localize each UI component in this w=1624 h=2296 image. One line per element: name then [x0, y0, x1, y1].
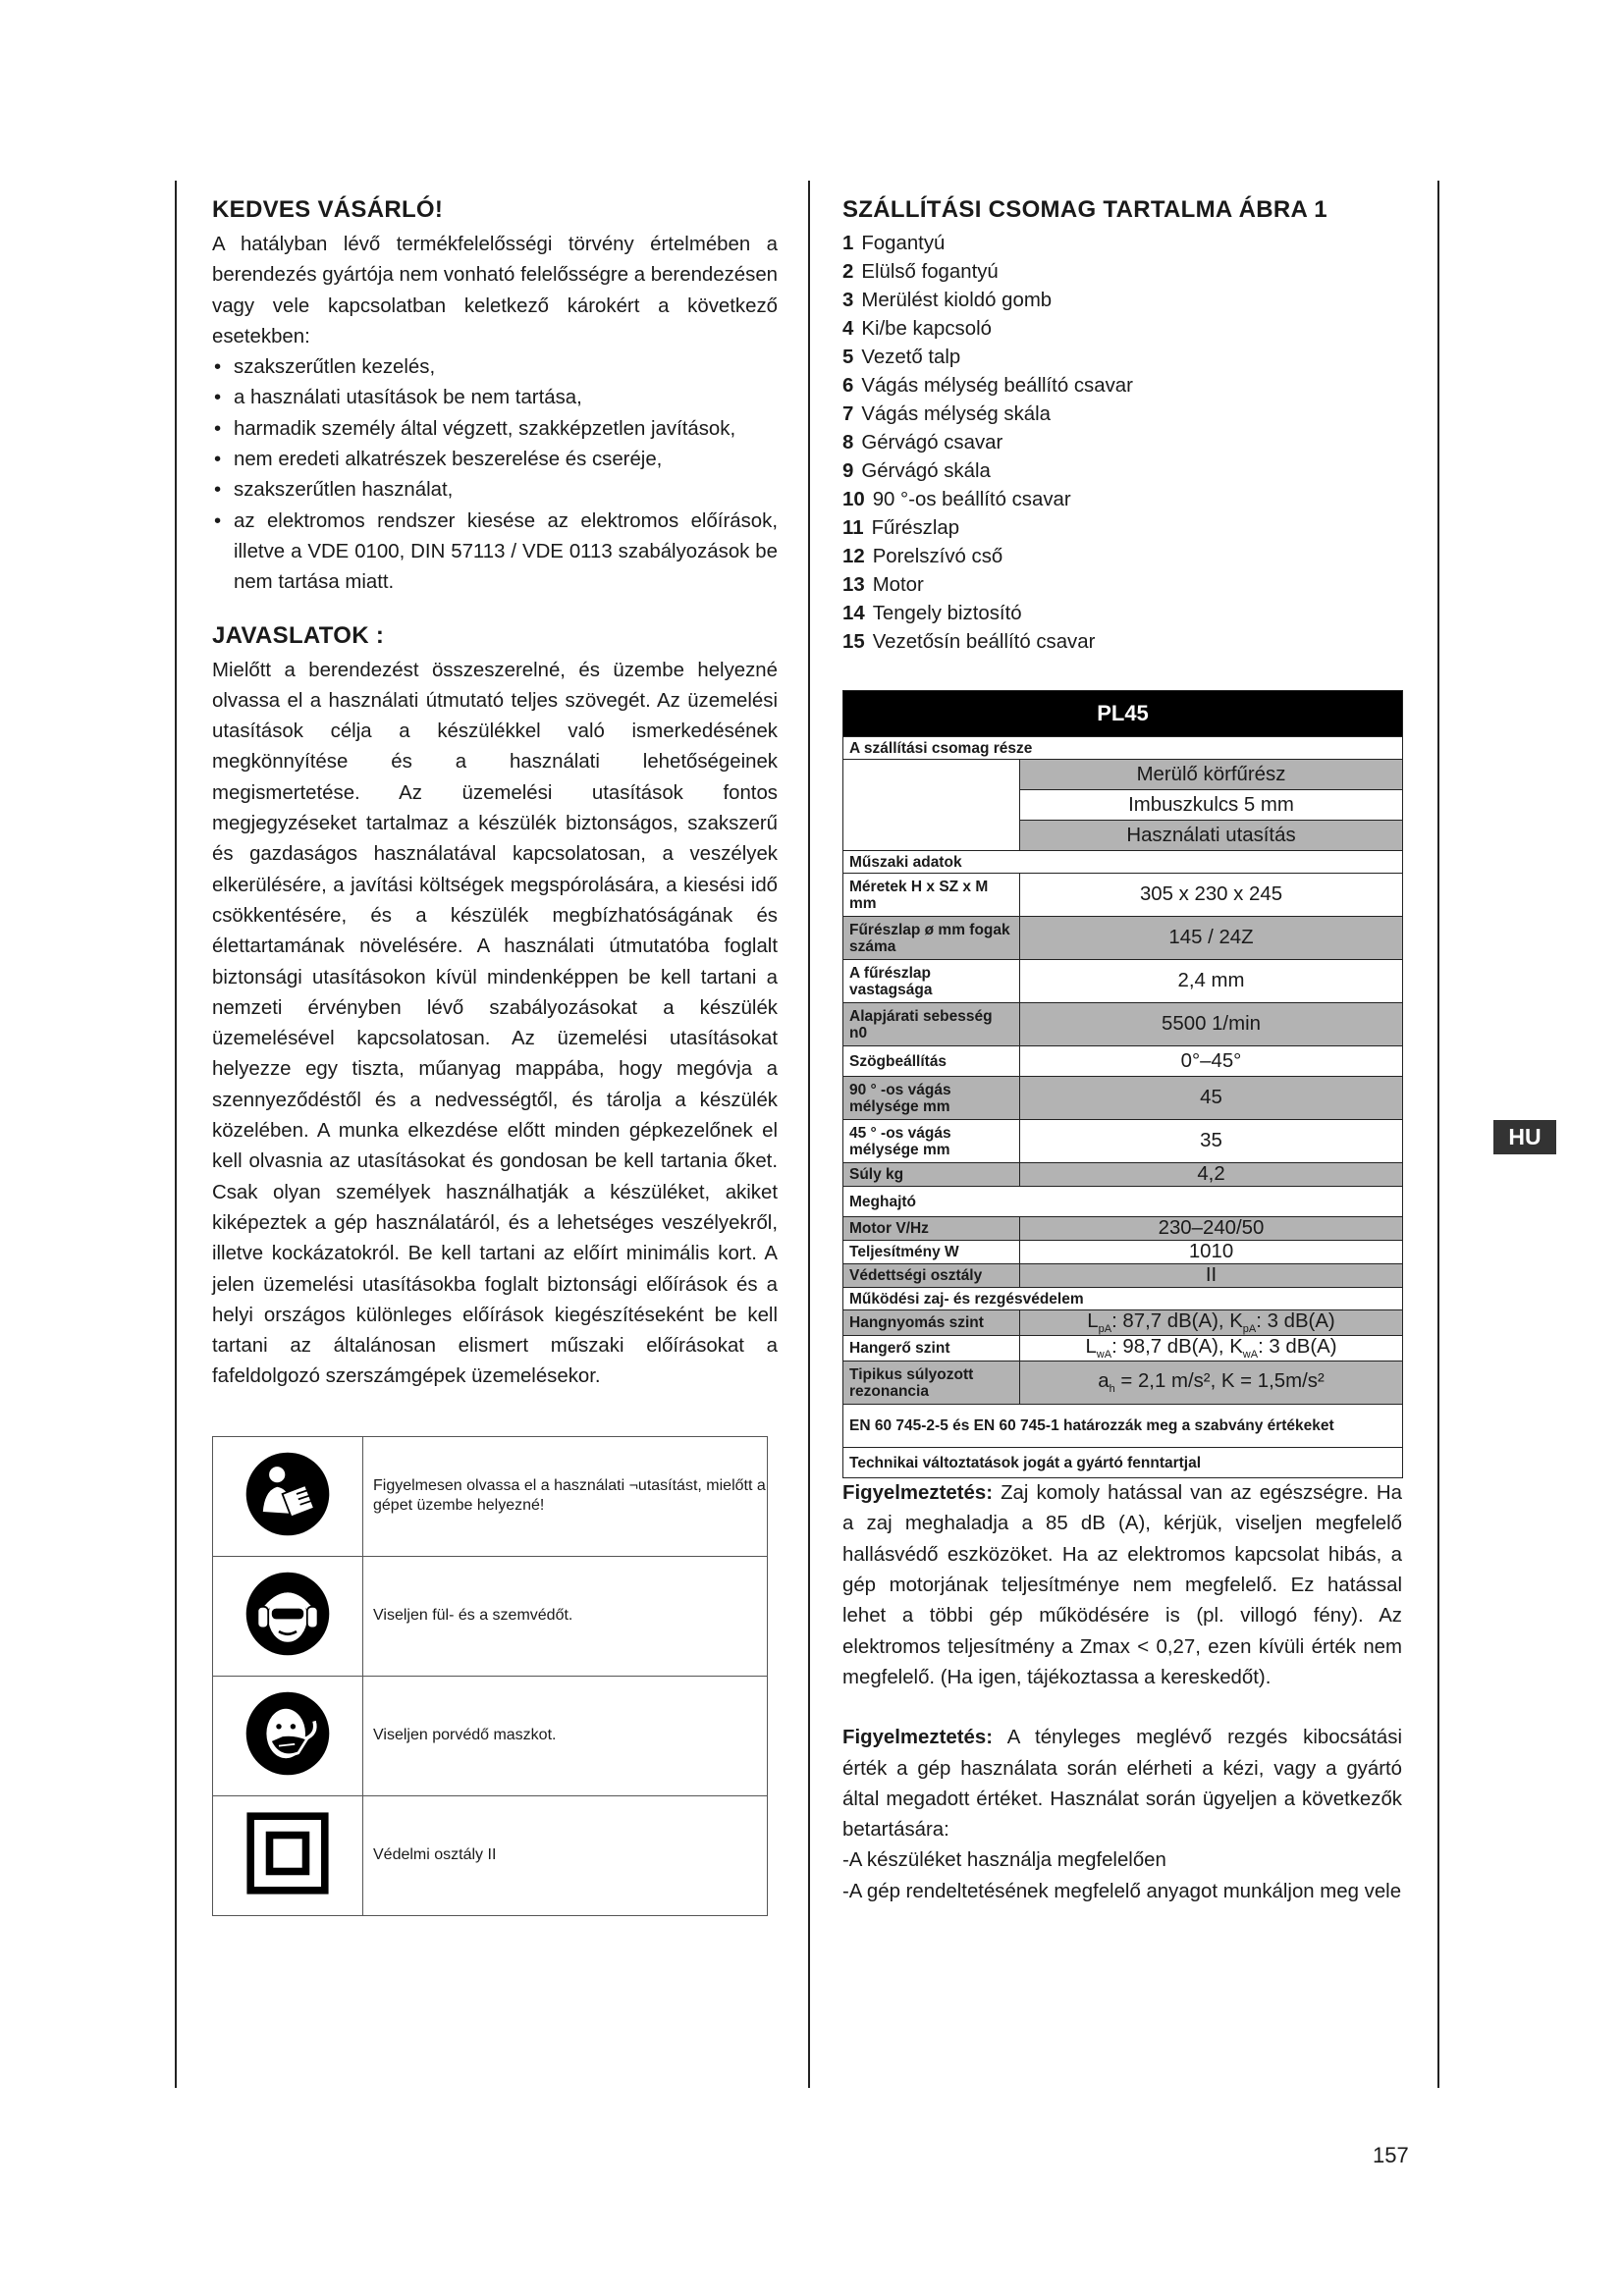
right-margin-line	[1437, 181, 1439, 2088]
read-manual-icon	[244, 1450, 332, 1538]
safety-icon-cell	[213, 1795, 363, 1915]
spec-value: 1010	[1020, 1241, 1403, 1264]
table-row	[843, 917, 1403, 960]
left-column	[212, 196, 778, 1916]
safety-icon-cell	[213, 1436, 363, 1556]
warning-label: Figyelmeztetés:	[842, 1727, 993, 1749]
spec-label: Teljesítmény W	[843, 1241, 1020, 1264]
table-row	[843, 1120, 1403, 1163]
noise-header: Működési zaj- és rezgésvédelem	[843, 1288, 1403, 1310]
page-number: 157	[1373, 2143, 1409, 2167]
part-name: Gérvágó csavar	[861, 432, 1003, 454]
dust-mask-icon	[244, 1689, 332, 1778]
drive-header: Meghajtó	[843, 1187, 1403, 1217]
spec-value: 0°–45°	[1020, 1046, 1403, 1077]
list-item	[842, 315, 1402, 344]
warning-item: -A készüléket használja megfelelően	[842, 1849, 1166, 1872]
spec-label: Védettségi osztály	[843, 1264, 1020, 1288]
list-item: • szakszerűtlen használat,	[212, 475, 778, 506]
safety-icon-cell	[213, 1556, 363, 1676]
rights-note: Technikai változtatások jogát a gyártó fenntartjal	[843, 1448, 1403, 1478]
spec-value: 2,4 mm	[1020, 960, 1403, 1003]
package-header: A szállítási csomag része	[843, 737, 1403, 760]
list-item: • harmadik személy által végzett, szakképzetlen javítások,	[212, 414, 778, 445]
part-name: Vezetősín beállító csavar	[872, 631, 1096, 653]
spec-value: $a_h = 2,1$ m/s², K = 1,5m/s²	[1020, 1362, 1403, 1405]
spec-value: II	[1020, 1264, 1403, 1288]
spec-label: Méretek H x SZ x M mm	[843, 874, 1020, 917]
table-row	[213, 1795, 768, 1915]
list-item	[842, 571, 1402, 600]
liability-intro: A hatályban lévő termékfelelősségi törvény értelmében a berendezés gyártója nem vonható felelősségre a berendezésen vagy vele kapcsolatban keletkező károkért a következő esetekben:	[212, 234, 778, 347]
list-item	[842, 372, 1402, 400]
table-row	[213, 1436, 768, 1556]
list-item	[842, 486, 1402, 514]
safety-text: Védelmi osztály II	[363, 1795, 768, 1915]
ear-eye-protection-icon	[244, 1570, 332, 1658]
table-row	[843, 1077, 1403, 1120]
part-name: 90 °-os beállító csavar	[872, 489, 1071, 510]
table-row	[213, 1676, 768, 1795]
center-divider-line	[808, 181, 810, 2088]
safety-text: Viseljen porvédő maszkot.	[363, 1676, 768, 1795]
table-row	[843, 1003, 1403, 1046]
table-row	[843, 1264, 1403, 1288]
list-item	[842, 344, 1402, 372]
list-item	[842, 457, 1402, 486]
table-row	[843, 1163, 1403, 1187]
part-number: 13	[842, 574, 865, 596]
table-row	[843, 1046, 1403, 1077]
table-row	[843, 1241, 1403, 1264]
spec-value: 145 / 24Z	[1020, 917, 1403, 960]
part-name: Vágás mélység skála	[861, 403, 1052, 425]
spec-value: 230–240/50	[1020, 1217, 1403, 1241]
part-name: Tengely biztosító	[872, 603, 1022, 624]
package-item: Használati utasítás	[1020, 821, 1403, 851]
table-row	[843, 1310, 1403, 1336]
spec-value: 45	[1020, 1077, 1403, 1120]
table-row	[843, 960, 1403, 1003]
package-contents-title: SZÁLLÍTÁSI CSOMAG TARTALMA ÁBRA 1	[842, 196, 1327, 223]
spec-label: Tipikus súlyozott rezonancia	[843, 1362, 1020, 1405]
left-margin-line	[175, 181, 177, 2088]
part-number: 11	[842, 517, 864, 539]
part-number: 9	[842, 460, 854, 482]
table-row	[843, 1405, 1403, 1448]
part-number: 15	[842, 631, 865, 653]
customer-title: KEDVES VÁSÁRLÓ!	[212, 196, 444, 223]
table-row	[843, 1187, 1403, 1217]
part-number: 8	[842, 432, 854, 454]
list-item	[842, 400, 1402, 429]
spec-label: Szögbeállítás	[843, 1046, 1020, 1077]
part-name: Merülést kioldó gomb	[861, 290, 1053, 311]
part-number: 12	[842, 546, 865, 567]
part-number: 7	[842, 403, 854, 425]
part-name: Elülső fogantyú	[861, 261, 999, 283]
list-item	[842, 600, 1402, 628]
spec-value: 305 x 230 x 245	[1020, 874, 1403, 917]
list-item: • a használati utasítások be nem tartása,	[212, 383, 778, 413]
package-item: Imbuszkulcs 5 mm	[1020, 790, 1403, 821]
table-row	[843, 737, 1403, 760]
spec-value: 4,2	[1020, 1163, 1403, 1187]
part-name: Gérvágó skála	[861, 460, 991, 482]
spec-label: 90 ° -os vágás mélysége mm	[843, 1077, 1020, 1120]
part-name: Motor	[872, 574, 924, 596]
table-row	[843, 1362, 1403, 1405]
list-item	[842, 287, 1402, 315]
package-item: Merülő körfűrész	[1020, 760, 1403, 790]
spec-label: Alapjárati sebesség n0	[843, 1003, 1020, 1046]
spec-label: 45 ° -os vágás mélysége mm	[843, 1120, 1020, 1163]
spec-label: Hangerő szint	[843, 1336, 1020, 1362]
list-item	[842, 543, 1402, 571]
specifications-table	[842, 690, 1403, 1478]
recommendations-title: JAVASLATOK :	[212, 621, 385, 649]
table-row	[213, 1556, 768, 1676]
list-item: • nem eredeti alkatrészek beszerelése és cseréje,	[212, 445, 778, 475]
warning-text: Zaj komoly hatással van az egészségre. Ha a zaj meghaladja a 85 dB (A), kérjük, viseljen megfelelő hallásvédő eszközöket. Ha az elektromos kapcsolat hibás, a gép motorjának teljesítménye nem megfelelő. Ez hatással lehet a többi gép működésére is (pl. villogó fény). Az elektromos teljesítmény a Zmax < 0,27, ezen kívüli érték nem megfelelő. (Ha igen, tájékoztassa a kereskedőt).	[842, 1482, 1402, 1688]
table-row	[843, 1288, 1403, 1310]
spec-label: Fűrészlap ø mm fogak száma	[843, 917, 1020, 960]
list-item: • az elektromos rendszer kiesése az elektromos előírások, illetve a VDE 0100, DIN 57113 / VDE 0113 szabályozások be nem tartása miatt.	[212, 507, 778, 599]
model-header: PL45	[843, 691, 1403, 737]
warning-text: A tényleges meglévő rezgés kibocsátási érték a gép használata során elérheti a kézi, vagy a gyártó által megadott értéket. Használat során ügyeljen a következők betartására:	[842, 1727, 1402, 1842]
parts-list	[842, 230, 1402, 657]
protection-class-2-icon	[246, 1812, 329, 1895]
part-name: Vágás mélység beállító csavar	[861, 375, 1133, 397]
safety-text: Figyelmesen olvassa el a használati ¬utasítást, mielőtt a gépet üzembe helyezné!	[363, 1436, 768, 1556]
spec-label: Súly kg	[843, 1163, 1020, 1187]
list-item: • szakszerűtlen kezelés,	[212, 352, 778, 383]
part-name: Fogantyú	[861, 233, 946, 254]
part-number: 1	[842, 233, 854, 254]
spec-value: 5500 1/min	[1020, 1003, 1403, 1046]
part-number: 4	[842, 318, 854, 340]
list-item	[842, 628, 1402, 657]
right-column	[842, 196, 1402, 1907]
part-number: 5	[842, 347, 854, 368]
table-row	[843, 691, 1403, 737]
part-name: Ki/be kapcsoló	[861, 318, 992, 340]
warning-item: -A gép rendeltetésének megfelelő anyagot munkáljon meg vele	[842, 1880, 1402, 1902]
spec-label: Hangnyomás szint	[843, 1310, 1020, 1336]
tech-header: Műszaki adatok	[843, 851, 1403, 874]
empty-cell	[843, 760, 1020, 851]
standards-note: EN 60 745-2-5 és EN 60 745-1 határozzák meg a szabvány értékeket	[843, 1405, 1403, 1448]
table-row	[843, 851, 1403, 874]
safety-text: Viseljen fül- és a szemvédőt.	[363, 1556, 768, 1676]
table-row	[843, 1336, 1403, 1362]
part-number: 2	[842, 261, 854, 283]
list-item	[842, 258, 1402, 287]
part-name: Porelszívó cső	[872, 546, 1003, 567]
table-row	[843, 1217, 1403, 1241]
table-row	[843, 1448, 1403, 1478]
spec-label: A fűrészlap vastagsága	[843, 960, 1020, 1003]
spec-value: 35	[1020, 1120, 1403, 1163]
safety-icon-cell	[213, 1676, 363, 1795]
part-number: 10	[842, 489, 865, 510]
language-badge: HU	[1493, 1120, 1556, 1154]
list-item	[842, 230, 1402, 258]
list-item	[842, 514, 1402, 543]
part-name: Fűrészlap	[871, 517, 960, 539]
part-number: 6	[842, 375, 854, 397]
warning-label: Figyelmeztetés:	[842, 1482, 993, 1505]
recommendations-text: Mielőtt a berendezést összeszerelné, és üzembe helyezné olvassa el a használati útmutató teljes szövegét. Az üzemelési utasítások célja a készülékkel való ismerkedésének megkönnyítése és a használati lehetőségeinek megismertetése. Az üzemelési utasítások fontos megjegyzéseket tartalmaz a készülék biztonságos, szakszerű és gazdaságos használatával kapcsolatosan, a veszélyek elkerülésére, a javítási költségek megspórolására, a kiesési idő csökkentésére, és a készülék megbízhatóságának és élettartamának növelésére. A használati útmutatóba foglalt biztonsági utasításokon kívül mindenképpen be kell tartani a nemzeti érvényben lévő szabályozásokat a készülék üzemelésével kapcsolatosan. Az üzemelési utasításokat helyezze egy tiszta, műanyag mappába, hogy megóvja a szennyeződéstől és a nedvességtől, és tárolja a készülék közelében. A munka elkezdése előtt minden gépkezelőnek el kell olvasnia az utasításokat és gondosan be kell tartania őket. Csak olyan személyek használhatják a készüléket, akiket kiképeztek a gép használatáról, és a lehetséges veszélyekről, illetve kockázatokról. Be kell tartani az előírt minimális kort. A jelen üzemelési utasításokba foglalt biztonsági előírások és a helyi országos különleges előírások kiegészítéseként be kell tartani az általánosan elismert műszaki előírásokat a fafeldolgozó szerszámgépek üzemelésekor.	[212, 659, 778, 1388]
part-name: Vezető talp	[861, 347, 961, 368]
spec-value: $L_{pA}$: 87,7 dB(A), $K_{pA}$: 3 dB(A)	[1020, 1310, 1403, 1336]
list-item	[842, 429, 1402, 457]
spec-label: Motor V/Hz	[843, 1217, 1020, 1241]
part-number: 3	[842, 290, 854, 311]
safety-symbols-table	[212, 1436, 768, 1916]
liability-list	[212, 352, 778, 598]
table-row	[843, 760, 1403, 790]
spec-value: $L_{wA}$: 98,7 dB(A), $K_{wA}$: 3 dB(A)	[1020, 1336, 1403, 1362]
noise-warning	[842, 1478, 1402, 1693]
part-number: 14	[842, 603, 865, 624]
table-row	[843, 874, 1403, 917]
vibration-warning	[842, 1723, 1402, 1845]
